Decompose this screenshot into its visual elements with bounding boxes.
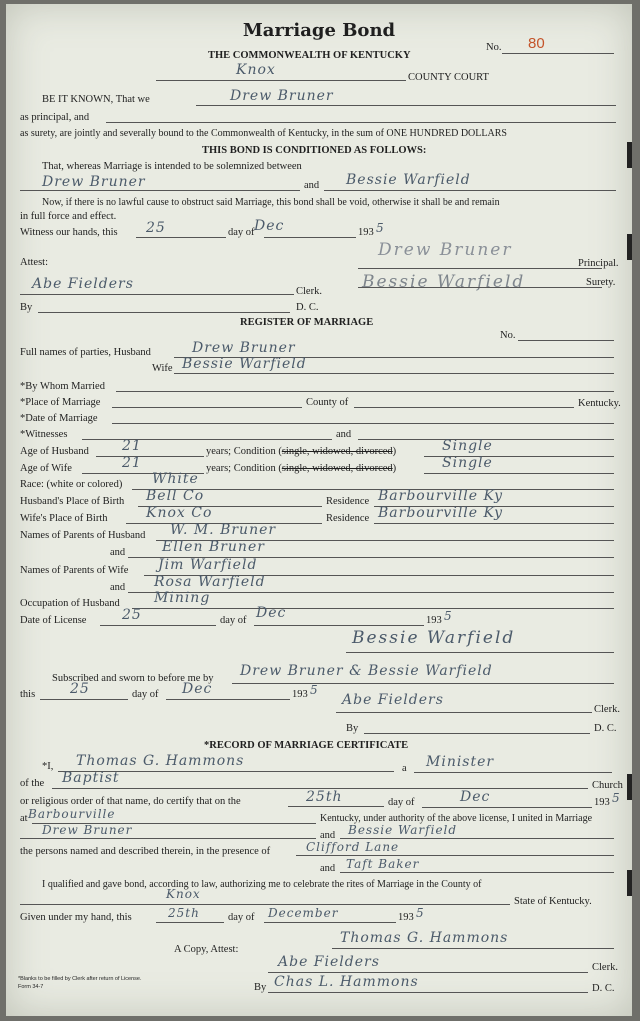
- day-of-label: day of: [228, 227, 255, 238]
- sub-this-label: this: [20, 689, 36, 700]
- race-handwritten: White: [152, 471, 199, 487]
- bond-year-handwritten: 5: [376, 221, 385, 235]
- bond-month-handwritten: Dec: [254, 218, 285, 234]
- clerk-label: Clerk.: [296, 286, 322, 297]
- given-day-of-label: day of: [228, 912, 255, 923]
- principal-label: Principal.: [578, 258, 619, 269]
- now-if-clause: Now, if there is no lawful cause to obstruct said Marriage, this bond shall be void, otherwise it shall be and remain: [42, 197, 500, 208]
- sub-month-handwritten: Dec: [182, 681, 213, 697]
- given-day-handwritten: 25th: [168, 906, 200, 920]
- license-month-handwritten: Dec: [256, 605, 287, 621]
- county-of-label: County of: [306, 397, 349, 408]
- surety-clause: as surety, are jointly and severally bound to the Commonwealth of Kentucky, in the sum of ONE HUNDRED DOLLARS: [20, 128, 507, 139]
- attest-label: Attest:: [20, 257, 48, 268]
- condition-label-husband: years; Condition (single, widowed, divorced): [206, 446, 397, 457]
- age-husband-handwritten: 21: [122, 438, 142, 454]
- parents-husband-label: Names of Parents of Husband: [20, 530, 146, 541]
- groom-handwritten: Drew Bruner: [42, 823, 133, 837]
- race-label: Race: (white or colored): [20, 479, 123, 490]
- bond-number: 80: [528, 35, 545, 52]
- license-day-handwritten: 25: [122, 607, 142, 623]
- whereas-clause: That, whereas Marriage is intended to be solemnized between: [42, 161, 302, 172]
- conditioned-heading: THIS BOND IS CONDITIONED AS FOLLOWS:: [202, 145, 427, 156]
- cert-county-handwritten: Knox: [166, 887, 201, 901]
- sub-day-of-label: day of: [132, 689, 159, 700]
- surety-label: Surety.: [586, 277, 616, 288]
- witnesses-label: *Witnesses: [20, 429, 68, 440]
- document-title: Marriage Bond: [242, 20, 396, 41]
- sub-year-prefix: 193: [292, 689, 308, 700]
- husband-residence-handwritten: Barbourville Ky: [378, 488, 503, 504]
- husband-birth-handwritten: Bell Co: [146, 488, 205, 504]
- witness1-handwritten: Clifford Lane: [306, 840, 400, 854]
- given-year-prefix: 193: [398, 912, 414, 923]
- clerk-signature: Abe Fielders: [32, 276, 134, 292]
- license-year-handwritten: 5: [444, 609, 453, 623]
- marriage-bond-document: [6, 4, 632, 1016]
- footnote: *Blanks to be filled by Clerk after return of License.: [18, 976, 142, 982]
- husband-residence-label: Residence: [326, 496, 370, 507]
- wife-birth-label: Wife's Place of Birth: [20, 513, 108, 524]
- wife-residence-label: Residence: [326, 513, 370, 524]
- witness2-handwritten: Taft Baker: [346, 857, 420, 871]
- wife-residence-handwritten: Barbourville Ky: [378, 505, 503, 521]
- bond-number-label: No.: [486, 42, 502, 53]
- subscribed-names-handwritten: Drew Bruner & Bessie Warfield: [240, 663, 493, 679]
- cert-witness-and: and: [320, 863, 336, 874]
- sub-day-handwritten: 25: [70, 681, 90, 697]
- cert-clerk-signature: Abe Fielders: [278, 954, 380, 970]
- cert-year-prefix: 193: [594, 797, 610, 808]
- license-day-of-label: day of: [220, 615, 247, 626]
- register-dc-label: D. C.: [594, 723, 617, 734]
- bond-day-handwritten: 25: [146, 220, 166, 236]
- parent-wife-1-handwritten: Jim Warfield: [158, 557, 258, 573]
- qualified-clause: I qualified and gave bond, according to law, authorizing me to celebrate the rites of Marriage in the County of: [42, 879, 482, 890]
- license-signature: Bessie Warfield: [352, 628, 516, 648]
- register-clerk-label: Clerk.: [594, 704, 620, 715]
- binder-tab: [627, 774, 632, 800]
- cert-a-label: a: [402, 763, 407, 774]
- copy-attest-label: A Copy, Attest:: [174, 944, 239, 955]
- as-principal-label: as principal, and: [20, 112, 90, 123]
- condition-options-struck: single, widowed, divorced: [281, 446, 393, 457]
- party1-handwritten: Drew Bruner: [42, 174, 146, 190]
- minister-name-handwritten: Thomas G. Hammons: [76, 753, 245, 769]
- place-of-marriage-label: *Place of Marriage: [20, 397, 101, 408]
- cert-day-of-label: day of: [388, 797, 415, 808]
- commonwealth-heading: THE COMMONWEALTH OF KENTUCKY: [208, 50, 411, 61]
- at-label: at: [20, 813, 28, 824]
- binder-tab: [627, 234, 632, 260]
- cert-day-handwritten: 25th: [306, 789, 343, 805]
- subscribed-label: Subscribed and sworn to before me by: [52, 673, 214, 684]
- husband-birth-label: Husband's Place of Birth: [20, 496, 125, 507]
- cert-dc-label: D. C.: [592, 983, 615, 994]
- condition-options-struck: single, widowed, divorced: [281, 463, 393, 474]
- full-names-label: Full names of parties, Husband: [20, 347, 151, 358]
- dc-label: D. C.: [296, 302, 319, 313]
- county-handwritten: Knox: [236, 62, 276, 78]
- by-label: By: [20, 302, 33, 313]
- minister-signature: Thomas G. Hammons: [340, 930, 509, 946]
- religious-order-clause: or religious order of that name, do certify that on the: [20, 796, 241, 807]
- church-label: Church: [592, 780, 623, 791]
- date-license-label: Date of License: [20, 615, 87, 626]
- age-wife-label: Age of Wife: [20, 463, 72, 474]
- register-by-label: By: [346, 723, 359, 734]
- parents-wife-and: and: [110, 582, 126, 593]
- persons-clause: the persons named and described therein, in the presence of: [20, 846, 271, 857]
- kentucky-label: Kentucky.: [578, 398, 621, 409]
- full-force-clause: in full force and effect.: [20, 211, 117, 222]
- age-husband-label: Age of Husband: [20, 446, 89, 457]
- cert-dc-signature: Chas L. Hammons: [274, 974, 419, 990]
- church-handwritten: Baptist: [62, 770, 120, 786]
- cert-year-handwritten: 5: [612, 791, 621, 805]
- sub-year-handwritten: 5: [310, 683, 319, 697]
- given-month-handwritten: December: [268, 906, 339, 920]
- certificate-heading: *RECORD OF MARRIAGE CERTIFICATE: [204, 740, 409, 751]
- parent-wife-2-handwritten: Rosa Warfield: [154, 574, 266, 590]
- cert-and-label: and: [320, 830, 336, 841]
- condition-husband-handwritten: Single: [442, 438, 493, 454]
- of-the-label: of the: [20, 778, 45, 789]
- parents-husband-and: and: [110, 547, 126, 558]
- party2-handwritten: Bessie Warfield: [346, 172, 471, 188]
- cert-clerk-label: Clerk.: [592, 962, 618, 973]
- witnesses-and-label: and: [336, 429, 352, 440]
- condition-wife-handwritten: Single: [442, 455, 493, 471]
- parent-husband-1-handwritten: W. M. Bruner: [170, 522, 277, 538]
- date-of-marriage-label: *Date of Marriage: [20, 413, 98, 424]
- minister-title-handwritten: Minister: [426, 754, 495, 770]
- cert-i-label: *I,: [42, 761, 54, 772]
- given-label: Given under my hand, this: [20, 912, 132, 923]
- parent-husband-2-handwritten: Ellen Bruner: [162, 539, 265, 555]
- kentucky-authority-clause: Kentucky, under authority of the above license, I united in Marriage: [320, 813, 593, 824]
- cert-month-handwritten: Dec: [460, 789, 491, 805]
- binder-tab: [627, 870, 632, 896]
- county-court-label: COUNTY COURT: [408, 72, 489, 83]
- occupation-handwritten: Mining: [154, 590, 211, 606]
- principal-name-handwritten: Drew Bruner: [230, 88, 334, 104]
- husband-name-handwritten: Drew Bruner: [192, 340, 296, 356]
- state-label: State of Kentucky.: [514, 896, 592, 907]
- bond-year-prefix: 193: [358, 227, 374, 238]
- witness-label: Witness our hands, this: [20, 227, 118, 238]
- principal-signature: Drew Bruner: [378, 240, 513, 260]
- license-year-prefix: 193: [426, 615, 442, 626]
- wife-label: Wife: [152, 363, 173, 374]
- given-year-handwritten: 5: [416, 906, 425, 920]
- cert-by-label: By: [254, 982, 267, 993]
- register-no-label: No.: [500, 330, 516, 341]
- and-label: and: [304, 180, 320, 191]
- register-heading: REGISTER OF MARRIAGE: [240, 317, 374, 328]
- wife-birth-handwritten: Knox Co: [146, 505, 213, 521]
- occupation-label: Occupation of Husband: [20, 598, 120, 609]
- condition-label-wife: years; Condition (single, widowed, divorced): [206, 463, 397, 474]
- bride-handwritten: Bessie Warfield: [348, 823, 458, 837]
- age-wife-handwritten: 21: [122, 455, 142, 471]
- wife-name-handwritten: Bessie Warfield: [182, 356, 307, 372]
- register-clerk-signature: Abe Fielders: [342, 692, 444, 708]
- by-whom-label: *By Whom Married: [20, 381, 105, 392]
- at-place-handwritten: Barbourville: [28, 807, 116, 821]
- surety-signature: Bessie Warfield: [362, 272, 526, 292]
- parents-wife-label: Names of Parents of Wife: [20, 565, 129, 576]
- binder-tab: [627, 142, 632, 168]
- be-it-known-label: BE IT KNOWN, That we: [42, 94, 150, 105]
- form-number: Form 34-7: [18, 984, 44, 990]
